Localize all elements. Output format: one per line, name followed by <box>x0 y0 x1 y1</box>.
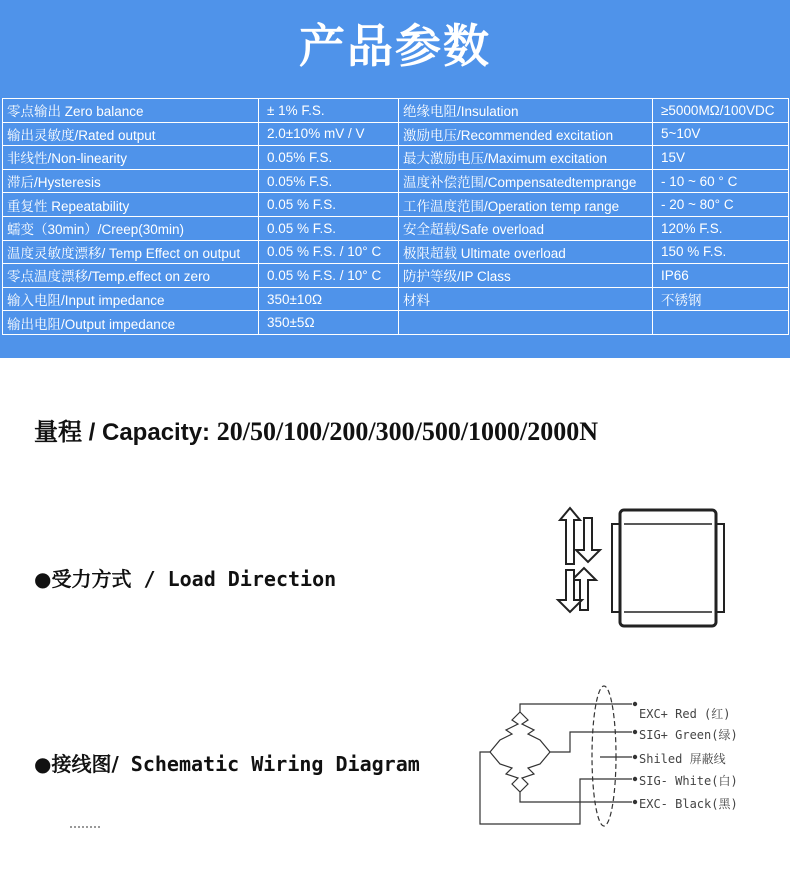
spec-row <box>3 169 789 193</box>
spec-row <box>3 193 789 217</box>
spec-value: 2.0±10% mV / V <box>259 122 399 146</box>
spec-row <box>3 146 789 170</box>
resistor-icon <box>490 712 520 752</box>
spec-value: IP66 <box>653 264 789 288</box>
spec-row <box>3 311 789 335</box>
spec-row <box>3 122 789 146</box>
spec-value: 0.05 % F.S. <box>259 193 399 217</box>
bullet-icon: ● <box>34 567 52 591</box>
spec-value: 0.05 % F.S. / 10° C <box>259 264 399 288</box>
wiring-diagram <box>470 684 640 834</box>
spec-value: ≥5000MΩ/100VDC <box>653 99 789 123</box>
spec-value: 150 % F.S. <box>653 240 789 264</box>
spec-label: 防护等级/IP Class <box>399 264 653 288</box>
spec-label: 零点输出 Zero balance <box>3 99 259 123</box>
spec-table <box>2 98 789 335</box>
spec-row <box>3 216 789 240</box>
wiring-heading-en: Schematic Wiring Diagram <box>118 752 420 776</box>
spec-value: 350±10Ω <box>259 287 399 311</box>
wiring-heading-cn: 接线图/ <box>51 752 119 776</box>
spec-value: 0.05 % F.S. / 10° C <box>259 240 399 264</box>
spec-value: 0.05 % F.S. <box>259 216 399 240</box>
spec-label: 工作温度范围/Operation temp range <box>399 193 653 217</box>
spec-row <box>3 264 789 288</box>
spec-label <box>399 311 653 335</box>
capacity-values: 20/50/100/200/300/500/1000/2000N <box>216 417 599 446</box>
spec-label: 最大激励电压/Maximum excitation <box>399 146 653 170</box>
spec-label: 材料 <box>399 287 653 311</box>
spec-label: 输入电阻/Input impedance <box>3 287 259 311</box>
spec-value: 0.05% F.S. <box>259 146 399 170</box>
spec-label: 温度灵敏度漂移/ Temp Effect on output <box>3 240 259 264</box>
sensor-body-icon <box>612 510 724 626</box>
load-arrows-icon <box>558 508 600 612</box>
spec-value: - 20 ~ 80° C <box>653 193 789 217</box>
spec-value: 120% F.S. <box>653 216 789 240</box>
wire-label-shield: Shiled 屏蔽线 <box>639 752 726 766</box>
spec-label: 绝缘电阻/Insulation <box>399 99 653 123</box>
wire-label-sig-minus: SIG- White(白) <box>639 774 738 788</box>
spec-label: 零点温度漂移/Temp.effect on zero <box>3 264 259 288</box>
spec-label: 蠕变（30min）/Creep(30min) <box>3 216 259 240</box>
load-direction-cn: 受力方式 <box>51 567 132 591</box>
resistor-icon <box>490 752 520 792</box>
spec-row <box>3 287 789 311</box>
wiring-heading <box>34 748 420 777</box>
spec-label: 激励电压/Recommended excitation <box>399 122 653 146</box>
wire-label-exc-plus: EXC+ Red (红) <box>639 707 731 721</box>
spec-row <box>3 99 789 123</box>
spec-label: 重复性 Repeatability <box>3 193 259 217</box>
spec-value: 15V <box>653 146 789 170</box>
spec-value <box>653 311 789 335</box>
spec-label: 温度补偿范围/Compensatedtemprange <box>399 169 653 193</box>
spec-label: 滞后/Hysteresis <box>3 169 259 193</box>
spec-value: - 10 ~ 60 ° C <box>653 169 789 193</box>
spec-label: 非线性/Non-linearity <box>3 146 259 170</box>
spec-label: 极限超载 Ultimate overload <box>399 240 653 264</box>
wire-label-exc-minus: EXC- Black(黑) <box>639 797 738 811</box>
spec-value: 5~10V <box>653 122 789 146</box>
capacity-line <box>34 412 598 447</box>
spec-label: 输出灵敏度/Rated output <box>3 122 259 146</box>
capacity-label: 量程 / Capacity: <box>34 419 211 446</box>
resistor-icon <box>520 752 550 792</box>
load-direction-heading <box>34 563 336 592</box>
spec-value: 不锈钢 <box>653 287 789 311</box>
spec-label: 输出电阻/Output impedance <box>3 311 259 335</box>
bullet-icon: ● <box>34 752 52 776</box>
spec-row <box>3 240 789 264</box>
load-direction-diagram <box>540 504 730 634</box>
spec-value: 350±5Ω <box>259 311 399 335</box>
load-direction-en: / Load Direction <box>131 567 337 591</box>
spec-value: 0.05% F.S. <box>259 169 399 193</box>
wire-label-sig-plus: SIG+ Green(绿) <box>639 728 738 742</box>
page-title: 产品参数 <box>299 19 491 73</box>
resistor-icon <box>520 712 550 752</box>
cutoff-divider <box>70 826 100 832</box>
spec-value: ± 1% F.S. <box>259 99 399 123</box>
spec-label: 安全超载/Safe overload <box>399 216 653 240</box>
